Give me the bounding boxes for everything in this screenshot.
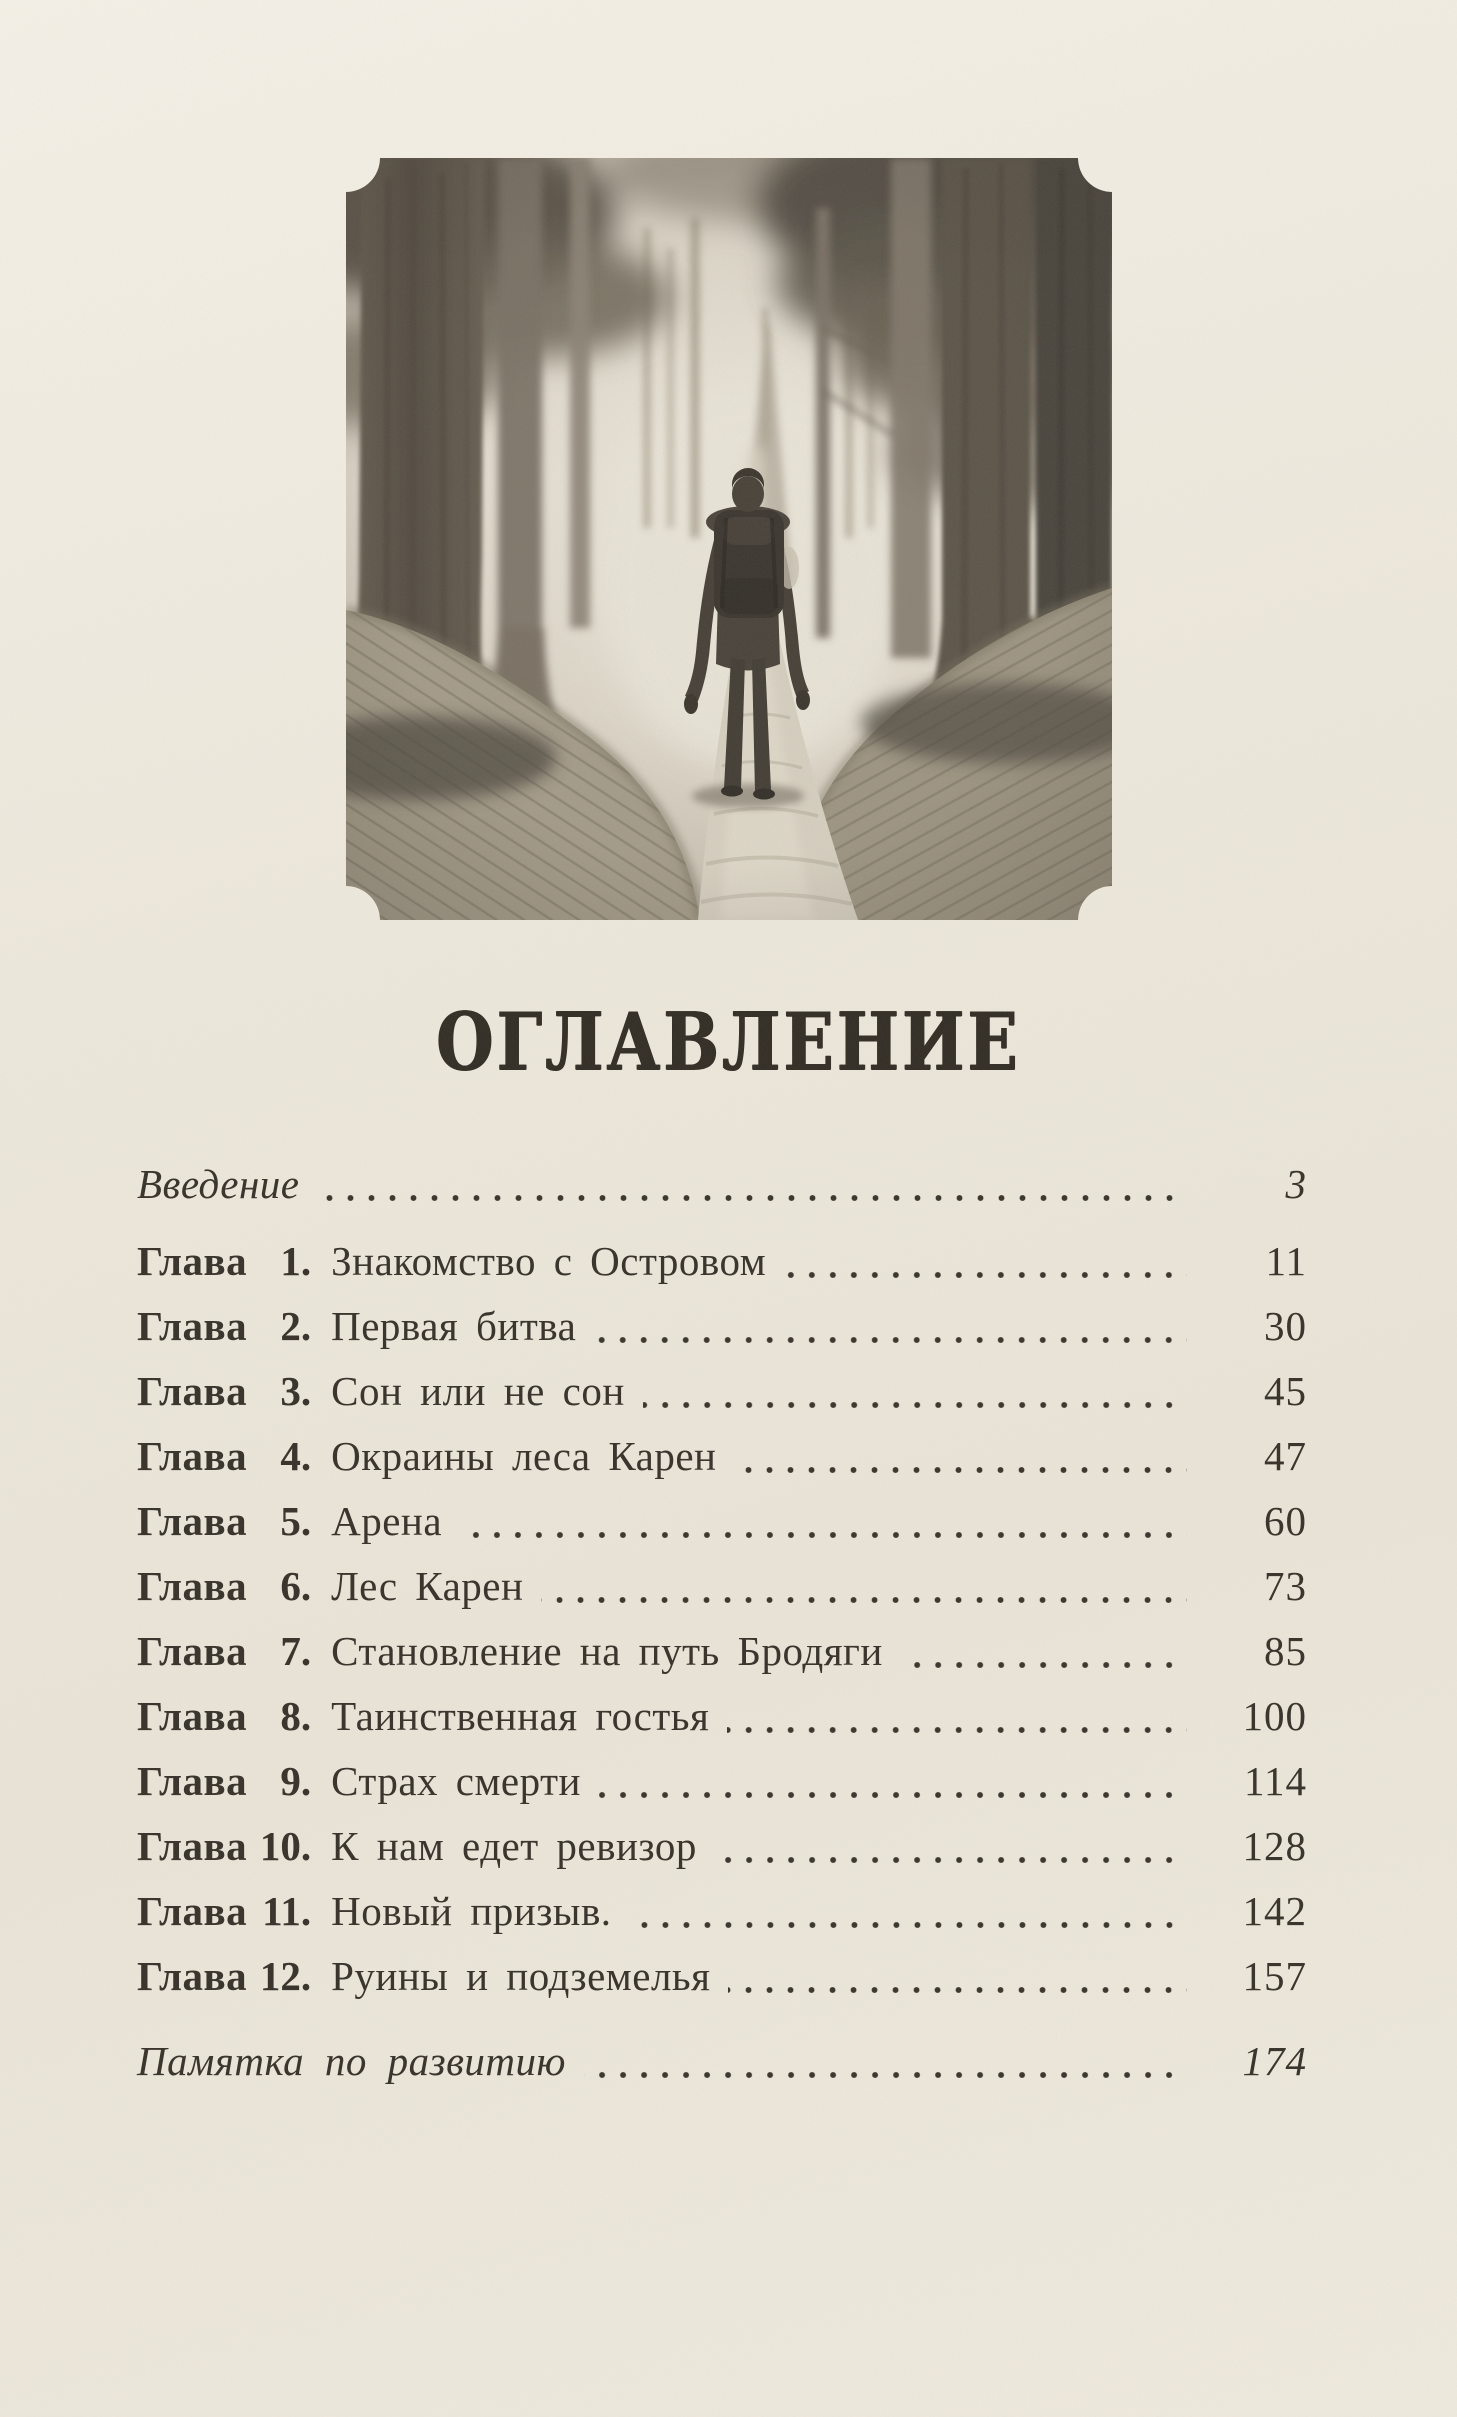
- chapter-title: Знакомство с Островом: [331, 1238, 767, 1284]
- dot-leader: [734, 1467, 1187, 1473]
- forest-hiker-illustration: [346, 158, 1112, 920]
- toc-entry-chapter: [137, 1229, 1307, 1294]
- dot-leader: [727, 1727, 1187, 1733]
- page-number: 100: [1242, 1693, 1307, 1739]
- page-number: 142: [1242, 1888, 1307, 1934]
- toc-entry-outro: [137, 2029, 1307, 2094]
- chapter-title: Окраины леса Карен: [331, 1433, 717, 1479]
- dot-leader: [584, 2072, 1187, 2078]
- toc-entry-chapter: [137, 1489, 1307, 1554]
- page-number: 73: [1264, 1563, 1307, 1609]
- dot-leader: [784, 1272, 1187, 1278]
- chapter-title: Новый призыв.: [331, 1888, 612, 1934]
- dot-leader: [318, 1195, 1188, 1201]
- toc-entry-chapter: [137, 1554, 1307, 1619]
- chapter-label: Глава 6.: [137, 1563, 312, 1609]
- chapter-label: Глава 11.: [137, 1888, 312, 1934]
- toc-entry-chapter: [137, 1879, 1307, 1944]
- page-number: 114: [1244, 1758, 1307, 1804]
- dot-leader: [901, 1662, 1187, 1668]
- chapter-title: Первая битва: [331, 1303, 577, 1349]
- dot-leader: [728, 1987, 1187, 1993]
- toc-entry-chapter: [137, 1749, 1307, 1814]
- chapter-title: Становление на путь Бродяги: [331, 1628, 883, 1674]
- page-number: 3: [1285, 1161, 1307, 1207]
- chapter-label: Глава 3.: [137, 1368, 312, 1414]
- chapter-title: Страх смерти: [331, 1758, 581, 1804]
- dot-leader: [599, 1792, 1187, 1798]
- page-number: 128: [1242, 1823, 1307, 1869]
- dot-leader: [715, 1857, 1187, 1863]
- page-title: ОГЛАВЛЕНИЕ: [436, 995, 1021, 1089]
- page-number: 174: [1242, 2038, 1307, 2084]
- page-number: 47: [1264, 1433, 1307, 1479]
- chapter-label: Глава 5.: [137, 1498, 312, 1544]
- dot-leader: [643, 1402, 1187, 1408]
- toc-entry-chapter: [137, 1944, 1307, 2009]
- page-number: 45: [1264, 1368, 1307, 1414]
- toc-entry-chapter: [137, 1814, 1307, 1879]
- toc-entry-intro: [137, 1152, 1307, 1217]
- forest-hiker-illustration-svg: [346, 158, 1112, 920]
- chapter-label: Глава 4.: [137, 1433, 312, 1479]
- chapter-label: Глава 2.: [137, 1303, 312, 1349]
- dot-leader: [541, 1597, 1187, 1603]
- chapter-list: [137, 1229, 1307, 2009]
- intro-label: Введение: [137, 1161, 300, 1207]
- outro-label: Памятка по развитию: [137, 2038, 566, 2084]
- chapter-title: К нам едет ревизор: [331, 1823, 697, 1869]
- chapter-label: Глава 7.: [137, 1628, 312, 1674]
- dot-leader: [594, 1337, 1187, 1343]
- page-number: 157: [1242, 1953, 1307, 1999]
- chapter-title: Лес Карен: [331, 1563, 524, 1609]
- chapter-title: Сон или не сон: [331, 1368, 625, 1414]
- toc-entry-chapter: [137, 1619, 1307, 1684]
- chapter-title: Таинственная гостья: [331, 1693, 710, 1739]
- chapter-title: Арена: [331, 1498, 443, 1544]
- page-number: 60: [1264, 1498, 1307, 1544]
- page-number: 30: [1264, 1303, 1307, 1349]
- page-number: 85: [1264, 1628, 1307, 1674]
- table-of-contents: [137, 1152, 1307, 2094]
- dot-leader: [630, 1922, 1187, 1928]
- toc-entry-chapter: [137, 1684, 1307, 1749]
- toc-entry-chapter: [137, 1294, 1307, 1359]
- toc-entry-chapter: [137, 1359, 1307, 1424]
- chapter-label: Глава 12.: [137, 1953, 312, 1999]
- chapter-label: Глава 1.: [137, 1238, 312, 1284]
- dot-leader: [460, 1532, 1187, 1538]
- chapter-label: Глава 8.: [137, 1693, 312, 1739]
- chapter-title: Руины и подземелья: [331, 1953, 711, 1999]
- chapter-label: Глава 9.: [137, 1758, 312, 1804]
- chapter-label: Глава 10.: [137, 1823, 312, 1869]
- page-number: 11: [1265, 1238, 1307, 1284]
- toc-entry-chapter: [137, 1424, 1307, 1489]
